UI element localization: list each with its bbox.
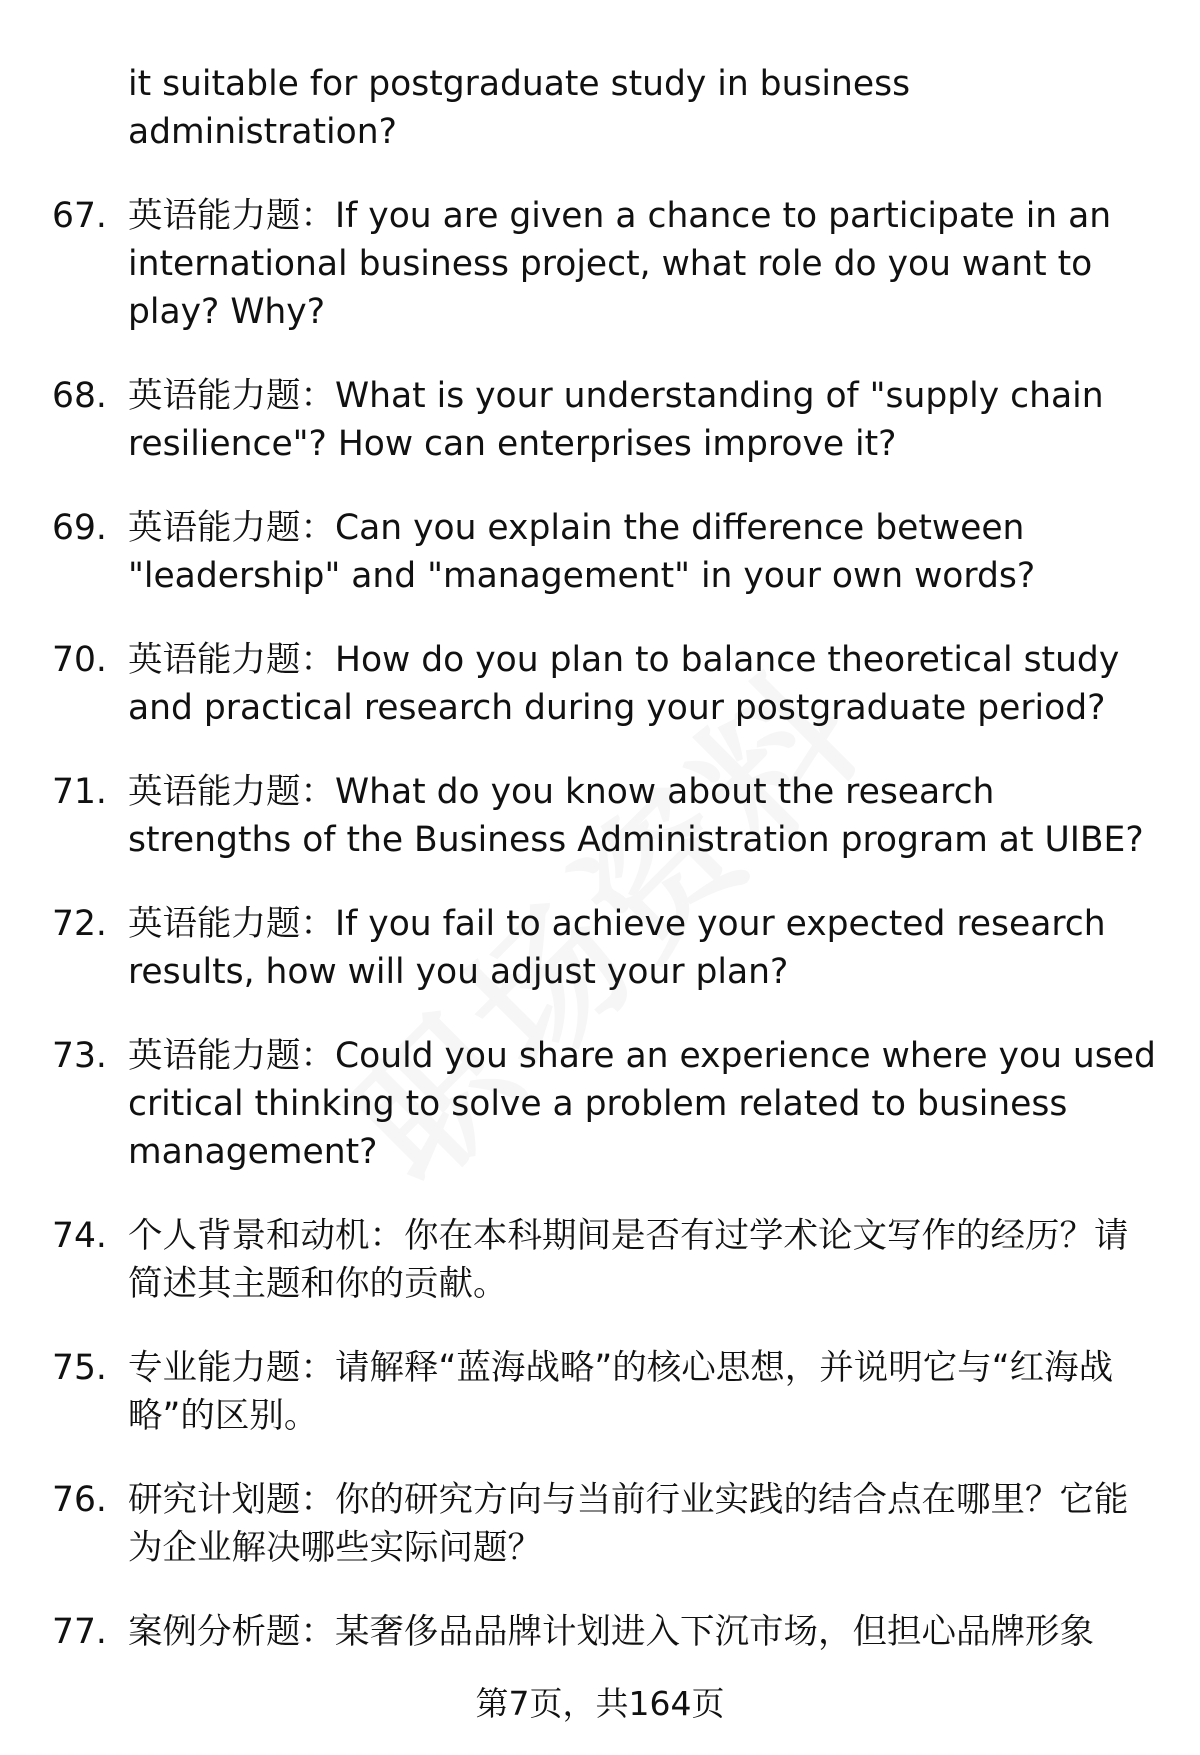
question-text: If you are given a chance to participate in an international business project, what role do you want to play? Why? [128,196,1112,332]
question-category: 个人背景和动机： [128,1216,404,1256]
question-number: 74. [52,1216,107,1256]
question-item [0,1344,1200,1440]
question-text: 请解释“蓝海战略”的核心思想，并说明它与“红海战略”的区别。 [128,1348,1114,1436]
question-text: 某奢侈品品牌计划进入下沉市场，但担心品牌形象 [335,1612,1094,1652]
question-category: 英语能力题： [128,640,335,680]
document-body [0,60,1200,1656]
question-text: Could you share an experience where you used critical thinking to solve a problem related to business management? [128,1036,1156,1172]
question-text: 你在本科期间是否有过学术论文写作的经历？请简述其主题和你的贡献。 [128,1216,1129,1304]
question-item [0,1032,1200,1176]
question-category: 英语能力题： [128,376,335,416]
question-item [0,900,1200,996]
question-item [0,1476,1200,1572]
question-item [0,504,1200,600]
page-footer: 第7页，共164页 [475,1684,725,1723]
question-category: 英语能力题： [128,904,335,944]
question-item [0,768,1200,864]
question-number: 75. [52,1348,107,1388]
question-list [0,192,1200,1656]
question-category: 案例分析题： [128,1612,335,1652]
question-item [0,192,1200,336]
question-text: What is your understanding of "supply chain resilience"? How can enterprises improve it? [128,376,1104,464]
question-number: 70. [52,640,107,680]
question-text: How do you plan to balance theoretical study and practical research during your postgraduate period? [128,640,1120,728]
question-number: 76. [52,1480,107,1520]
question-number: 72. [52,904,107,944]
question-continuation: it suitable for postgraduate study in business administration? [128,64,911,152]
question-number: 69. [52,508,107,548]
question-category: 英语能力题： [128,1036,335,1076]
question-number: 67. [52,196,107,236]
question-category: 英语能力题： [128,772,335,812]
question-item [0,1212,1200,1308]
question-item [0,636,1200,732]
question-category: 专业能力题： [128,1348,335,1388]
question-number: 71. [52,772,107,812]
question-text: If you fail to achieve your expected research results, how will you adjust your plan? [128,904,1106,992]
question-number: 68. [52,376,107,416]
question-number: 73. [52,1036,107,1076]
question-category: 研究计划题： [128,1480,335,1520]
question-category: 英语能力题： [128,508,335,548]
question-text: Can you explain the difference between "leadership" and "management" in your own words? [128,508,1036,596]
question-item [0,372,1200,468]
question-item [0,1608,1200,1656]
question-text: 你的研究方向与当前行业实践的结合点在哪里？它能为企业解决哪些实际问题？ [128,1480,1129,1568]
question-category: 英语能力题： [128,196,335,236]
question-text: What do you know about the research strengths of the Business Administration program at UIBE? [128,772,1144,860]
question-number: 77. [52,1612,107,1652]
